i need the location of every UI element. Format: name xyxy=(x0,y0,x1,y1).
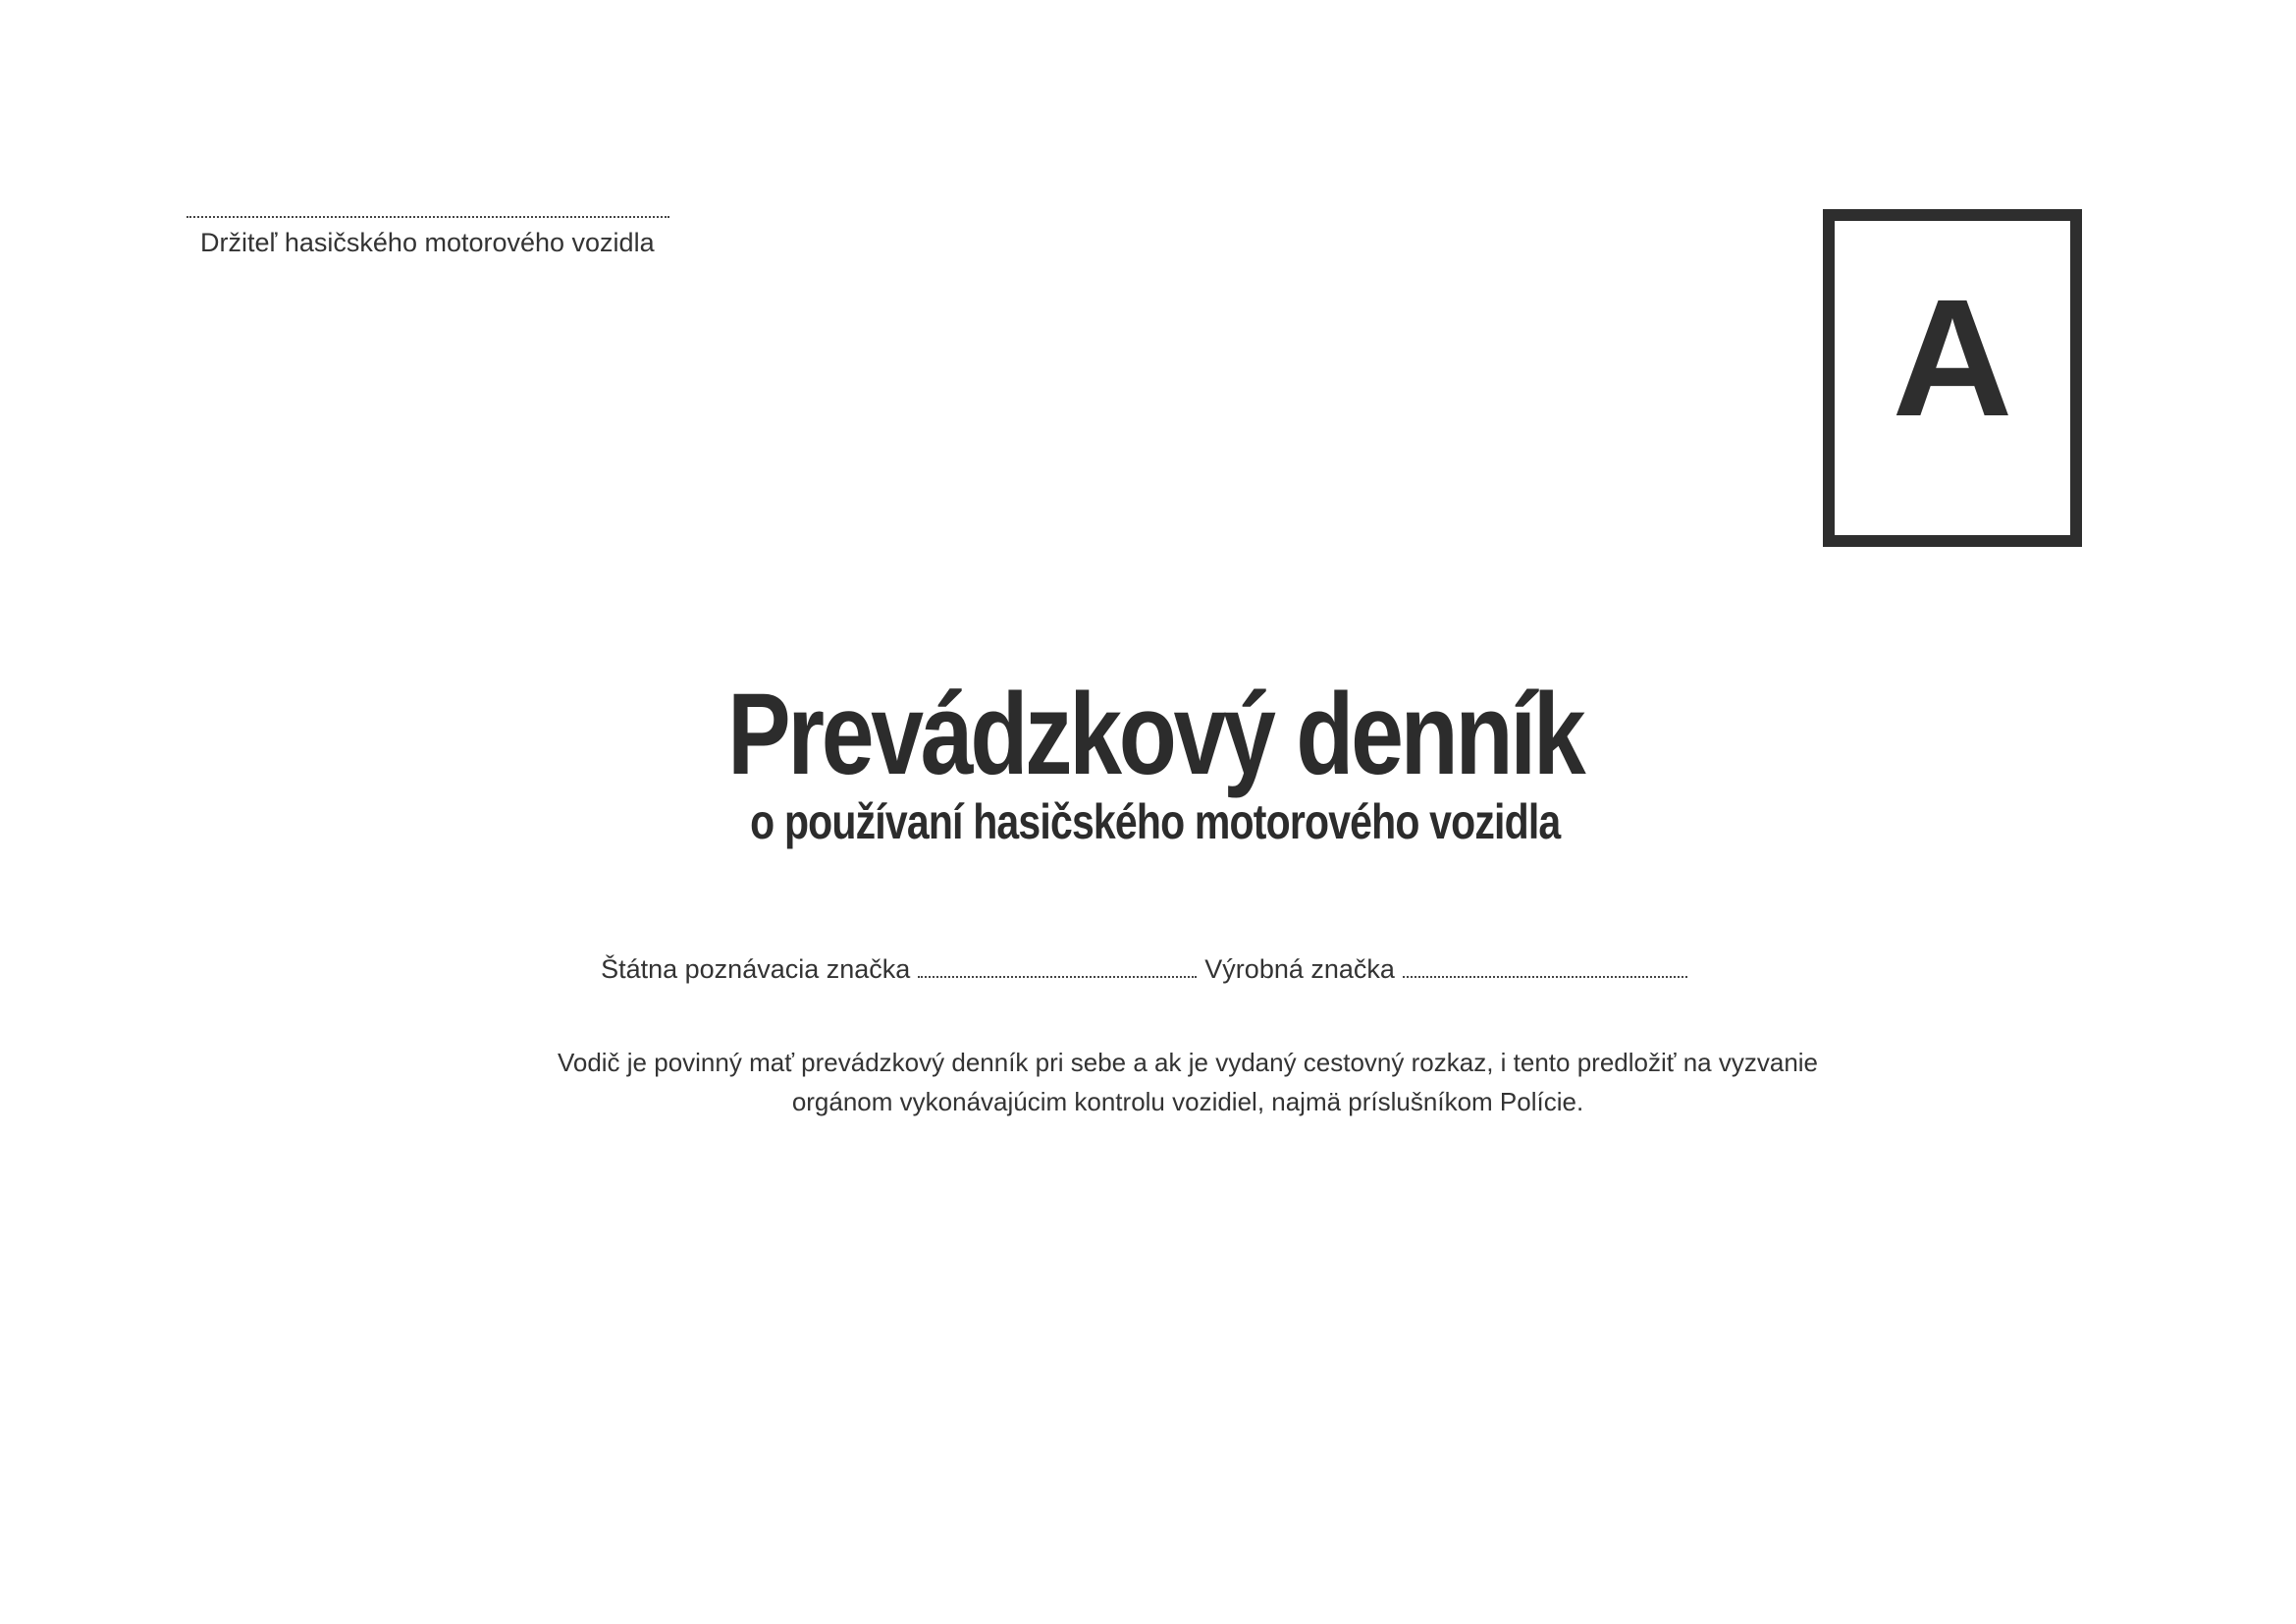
notice-line-1: Vodič je povinný mať prevádzkový denník pri sebe a ak je vydaný cestovný rozkaz, i tento predložiť na vyzvanie xyxy=(557,1048,1819,1077)
holder-block xyxy=(187,192,669,258)
notice-line-2: orgánom vykonávajúcim kontrolu vozidiel, najmä príslušníkom Polície. xyxy=(791,1087,1584,1116)
document-title: Prevádzkový denník xyxy=(727,670,1583,799)
make-label: Výrobná značka xyxy=(1204,954,1395,984)
vehicle-fields xyxy=(0,954,2296,985)
document-subtitle: o používaní hasičského motorového vozidla xyxy=(750,794,1561,849)
driver-notice xyxy=(550,1043,1826,1121)
make-fill-line[interactable] xyxy=(1403,976,1687,978)
plate-fill-line[interactable] xyxy=(918,976,1197,978)
category-letter: A xyxy=(1892,265,2013,452)
holder-label: Držiteľ hasičského motorového vozidla xyxy=(200,228,655,257)
category-box xyxy=(1823,209,2082,547)
holder-fill-line[interactable] xyxy=(187,192,669,218)
plate-label: Štátna poznávacia značka xyxy=(601,954,911,984)
